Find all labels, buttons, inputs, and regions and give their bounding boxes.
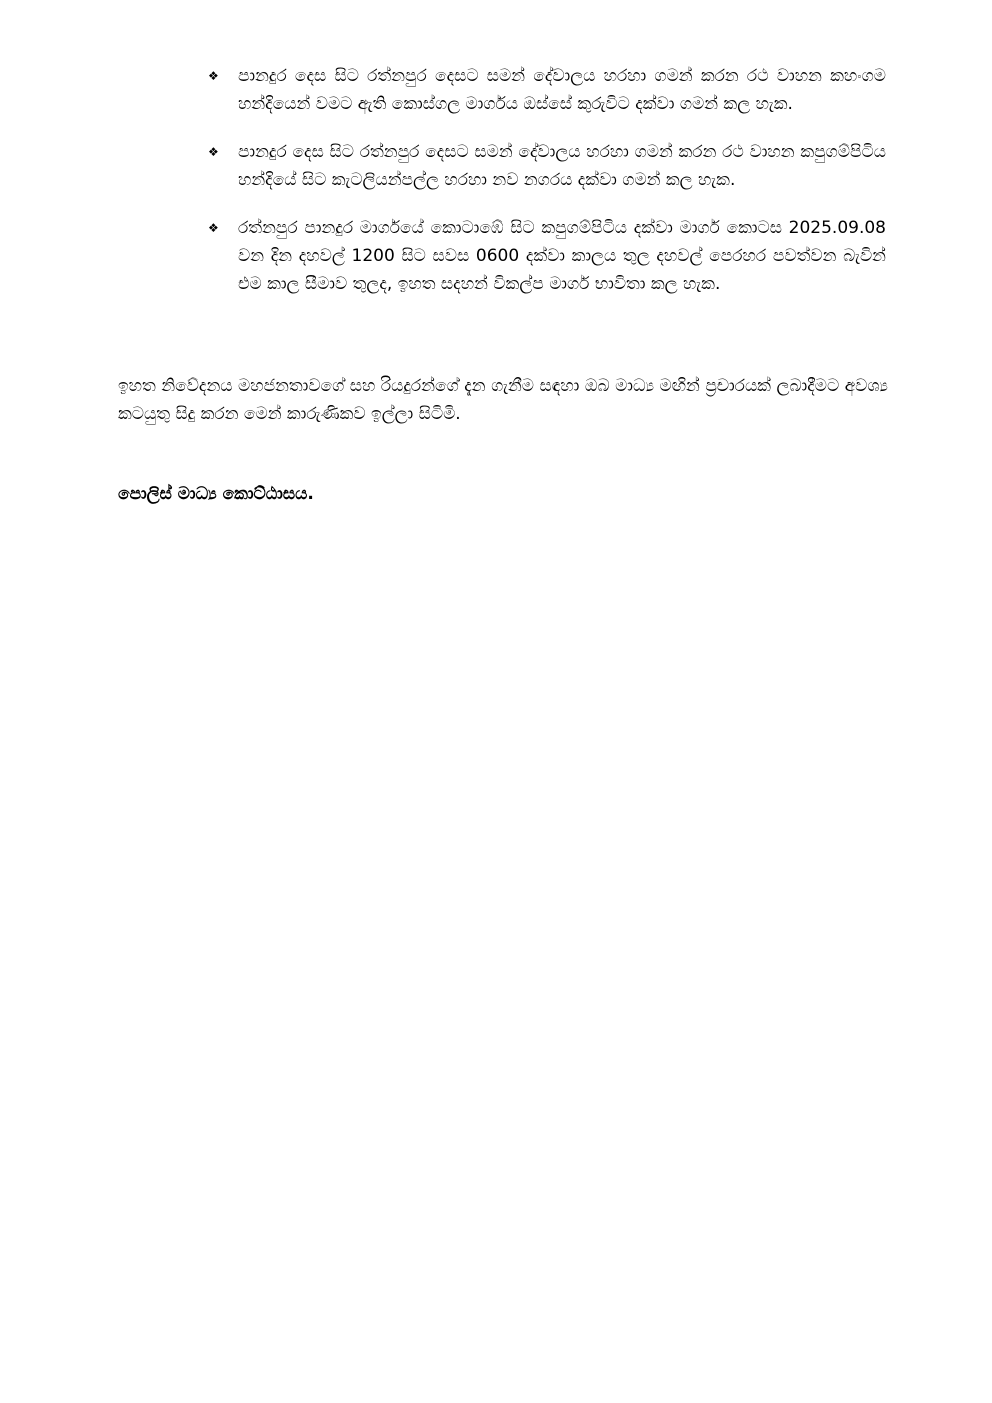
route-list <box>208 62 886 318</box>
diamond-bullet-icon: ❖ <box>208 221 219 235</box>
list-item <box>208 138 886 194</box>
list-item-text: රත්නපුර පානදුර මාර්ගයේ කොටාඹේ සිට කපුගම්පිටිය දක්වා මාර්ග කොටස 2025.09.08 වන දින දහවල් 1200 සිට සවස 0600 දක්වා කාලය තුල දහවල් පෙරහර පවත්වන බැවින් එම කාල සීමාව තුලද, ඉහත සදහන් විකල්ප මාර්ග භාවිතා කල හැක. <box>238 218 886 294</box>
signature: පොලිස් මාධ්‍ය කොට්ඨාසය. <box>118 484 314 504</box>
diamond-bullet-icon: ❖ <box>208 69 219 83</box>
diamond-bullet-icon: ❖ <box>208 145 219 159</box>
closing-paragraph: ඉහත නිවේදනය මහජනතාවගේ සහ රියදුරන්ගේ දැන ගැනීම සඳහා ඔබ මාධ්‍ය මඟින් ප්‍රචාරයක් ලබාදීමට අවශ්‍ය කටයුතු සිදු කරන මෙන් කාරුණිකව ඉල්ලා සිටිමි. <box>118 376 888 424</box>
list-item-text: පානදුර දෙස සිට රත්නපුර දෙසට සමන් දේවාලය හරහා ගමන් කරන රථ වාහන කපුගම්පිටිය හන්දියේ සිට කැටලියන්පල්ල හරහා නව නගරය දක්වා ගමන් කල හැක. <box>238 142 886 190</box>
list-item-text: පානදුර දෙස සිට රත්නපුර දෙසට සමන් දේවාලය හරහා ගමන් කරන රථ වාහන කහංගම හන්දියෙන් වමට ඇති කොස්ගල මාර්ගය ඔස්සේ කුරුවිට දක්වා ගමන් කල හැක. <box>238 66 886 114</box>
list-item <box>208 214 886 298</box>
list-item <box>208 62 886 118</box>
